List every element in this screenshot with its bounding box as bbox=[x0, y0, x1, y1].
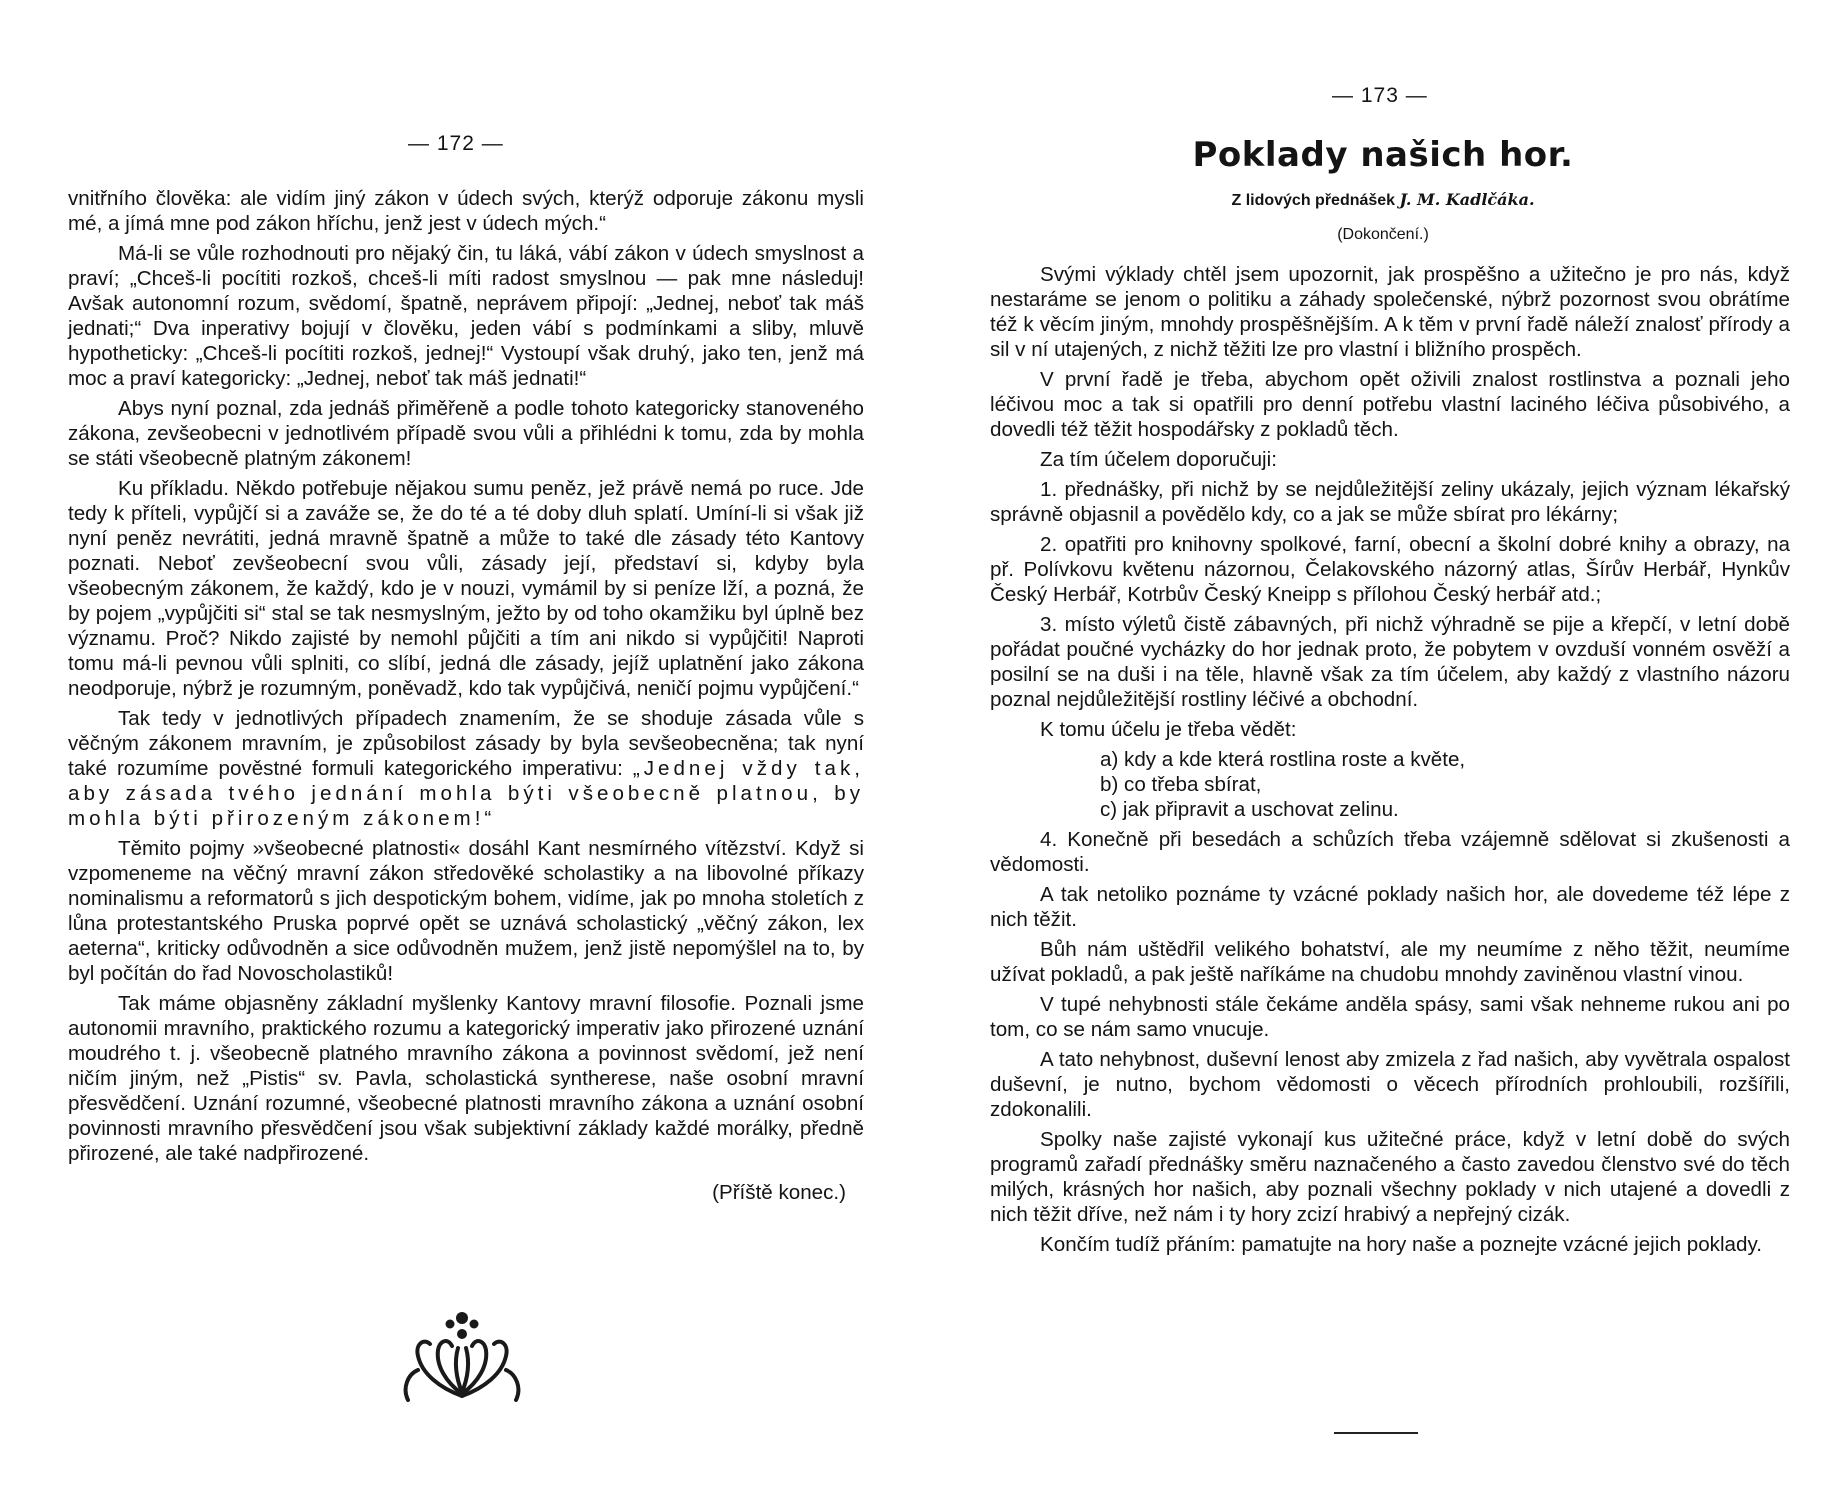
paragraph: V první řadě je třeba, abychom opět oživili znalost rostlinstva a poznali jeho léčivou moc a tak si opatřili pro denní potřebu vlastní laciného léčiva působivého, a dovedli též těžit hospodářsky z pokladů těch. bbox=[990, 368, 1790, 441]
list-item: c) jak připravit a uschovat zelinu. bbox=[1100, 798, 1399, 821]
paragraph: vnitřního člověka: ale vidím jiný zákon v údech svých, kterýž odporuje zákonu mysli mé, a jímá mne pod zákon hříchu, jenž jest v údech mých.“ bbox=[68, 187, 864, 235]
paragraph: 3. místo výletů čistě zábavných, při nichž výhradně se pije a křepčí, v letní době pořádat poučné vycházky do hor jednak proto, že pobytem v ovzduší vonném osvěží a posilní se na duši i na těle, hlavně však za tím účelem, aby každý z vlastního názoru poznal nejdůležitější rostliny léčivé a obchodní. bbox=[990, 613, 1790, 711]
list-item: b) co třeba sbírat, bbox=[1100, 773, 1262, 796]
right-page bbox=[922, 0, 1844, 1500]
paragraph: Abys nyní poznal, zda jednáš přiměřeně a podle tohoto kategoricky stanoveného zákona, zevšeobecni v jednotlivém případě svou vůli a přihlédni k tomu, zda by mohla se státi všeobecně platným zákonem! bbox=[68, 397, 864, 470]
paragraph: Končím tudíž přáním: pamatujte na hory naše a poznejte vzácné jejich poklady. bbox=[1040, 1233, 1762, 1256]
paragraph: A tak netoliko poznáme ty vzácné poklady našich hor, ale dovedeme též lépe z nich těžit. bbox=[990, 883, 1790, 931]
paragraph: A tato nehybnost, duševní lenost aby zmizela z řad našich, aby vyvětrala ospalost duševní, je nutno, bychom vědomosti o věcech přírodních prohloubili, rozšířili, zdokonalili. bbox=[990, 1048, 1790, 1121]
paragraph: Má-li se vůle rozhodnouti pro nějaký čin, tu láká, vábí zákon v údech smyslnost a praví; „Chceš-li pocítiti rozkoš, chceš-li míti radost smyslnou — pak mne následuj! Avšak autonomní rozum, svědomí, špatně, neprávem připojí: „Jednej, neboť tak máš jednati;“ Dva inperativy bojují v člověku, jeden vábí s podmínkami a sliby, mluvě hypotheticky: „Chceš-li pocítiti rozkoš, jednej!“ Vystoupí však druhý, jako ten, jenž má moc a praví kategoricky: „Jednej, neboť tak máš jednati!“ bbox=[68, 242, 864, 390]
signoff: (Příště konec.) bbox=[712, 1181, 846, 1204]
floral-ornament-icon bbox=[400, 1308, 524, 1404]
article-subtitle bbox=[922, 190, 1844, 210]
body-text bbox=[68, 186, 864, 1210]
paragraph: Za tím účelem doporučuji: bbox=[1040, 448, 1277, 471]
paragraph: Spolky naše zajisté vykonají kus užitečné práce, když v letní době do svých programů zařadí přednášky směru naznačeného a často zavedou členstvo své do těch milých, krásných hor našich, aby poznali všechny poklady v nich utajené a dovedli z nich těžit dříve, než nám i ty hory zcizí hrabivý a nepřejný cizák. bbox=[990, 1128, 1790, 1226]
continuation-note: (Dokončení.) bbox=[1337, 226, 1429, 243]
subtitle-prefix: Z lidových přednášek bbox=[1231, 192, 1396, 209]
page-number: — 173 — bbox=[1332, 84, 1428, 107]
subtitle-author: J. M. Kadlčáka. bbox=[1399, 190, 1535, 209]
body-text bbox=[990, 262, 1790, 1262]
list-item: a) kdy a kde která rostlina roste a květe, bbox=[1100, 748, 1466, 771]
paragraph: Ku příkladu. Někdo potřebuje nějakou sumu peněz, jež právě nemá po ruce. Jde tedy k příteli, vypůjčí si a zaváže se, že do té a té doby dluh splatí. Umíní-li si však již nyní peněz nevrátiti, jedná mravně špatně a může to také dle zásady této Kantovy poznati. Neboť zevšeobecní svou vůli, zásady její, představí si, kdyby byla všeobecným zákonem, že každý, kdo je v nouzi, vymámil by si peníze lží, a pozná, že by pojem „vypůjčiti si“ stal se tak nesmyslným, ježto by od toho okamžiku byl úplně bez významu. Proč? Nikdo zajisté by nemohl půjčiti a tím ani nikdo si vypůjčiti! Naproti tomu má-li pevnou vůli splniti, co slíbí, jedná dle zásady, jejíž uplatnění jako zákona neodporuje, nýbrž je rozumným, poněvadž, kdo tak vypůjčivá, neničí pojmu vypůjčení.“ bbox=[68, 477, 864, 700]
article-title: Poklady našich hor. bbox=[1192, 135, 1574, 175]
paragraph: Bůh nám uštědřil velikého bohatství, ale my neumíme z něho těžit, neumíme užívat pokladů, a pak ještě naříkáme na chudobu mnohdy zaviněnou vlastní vinou. bbox=[990, 938, 1790, 986]
imperative-quote: „Jednej vždy tak, aby zásada tvého jednání mohla býti všeobecně platnou, by mohla býti přirozeným zákonem!“ bbox=[68, 757, 864, 830]
paragraph-text: Tak tedy v jednotlivých případech znamením, že se shoduje zásada vůle s věčným zákonem mravním, je způsobilost zásady by byla sevšeobecněna; tak nyní také rozumíme pověstné formuli kategorického imperativu: bbox=[68, 707, 864, 780]
page-number: — 172 — bbox=[408, 132, 504, 155]
paragraph: Tak máme objasněny základní myšlenky Kantovy mravní filosofie. Poznali jsme autonomii mravního, praktického rozumu a kategorický imperativ jako přirozené uznání moudrého t. j. všeobecně platného mravního zákona a povinnost svědomí, jež není ničím jiným, než „Pistis“ sv. Pavla, scholastická syntherese, naše osobní mravní přesvědčení. Uznání rozumné, všeobecné platnosti mravního zákona a uznání osobní povinnosti mravního přesvědčení jsou však subjektivní základy každé morálky, předně přirozené, ale také nadpřirozené. bbox=[68, 992, 864, 1165]
list bbox=[990, 747, 1790, 822]
paragraph: K tomu účelu je třeba vědět: bbox=[1040, 718, 1297, 741]
paragraph: Těmito pojmy »všeobecné platnosti« dosáhl Kant nesmírného vítězství. Když si vzpomeneme na věčný mravní zákon středověké scholastiky a na libovolné příkazy nominalismu a reformatorů s jich despotickým bohem, vidíme, jak po mnoha stoletích z lůna protestantského Pruska poprvé opět se uznává scholastický „věčný zákon, lex aeterna“, kriticky odůvodněn a sice odůvodněn mužem, jenž jistě nepomýšlel na to, by byl počítán do řad Novoscholastiků! bbox=[68, 837, 864, 985]
end-rule bbox=[1334, 1432, 1418, 1434]
paragraph: V tupé nehybnosti stále čekáme anděla spásy, sami však nehneme rukou ani po tom, co se nám samo vnucuje. bbox=[990, 993, 1790, 1041]
paragraph bbox=[68, 706, 864, 831]
paragraph: 2. opatřiti pro knihovny spolkové, farní, obecní a školní dobré knihy a obrazy, na př. Polívkovu květenu názornou, Čelakovského názorný atlas, Šírův Herbář, Hynkův Český Herbář, Kotrbův Český Kneipp s přílohou Český herbář atd.; bbox=[990, 533, 1790, 606]
paragraph: Svými výklady chtěl jsem upozornit, jak prospěšno a užitečno je pro nás, když nestaráme se jenom o politiku a záhady společenské, nýbrž pozornost svou obrátíme též k věcím jiným, mnohdy prospěšnějším. A k těm v první řadě náleží znalosť přírody a sil v ní utajených, z nichž těžiti lze pro vlastní i bližního prospěch. bbox=[990, 263, 1790, 361]
paragraph: 4. Konečně při besedách a schůzích třeba vzájemně sdělovat si zkušenosti a vědomosti. bbox=[990, 828, 1790, 876]
paragraph: 1. přednášky, při nichž by se nejdůležitější zeliny ukázaly, jejich význam lékařský správně objasnil a povědělo kdy, co a jak se může sbírat pro lékárny; bbox=[990, 478, 1790, 526]
